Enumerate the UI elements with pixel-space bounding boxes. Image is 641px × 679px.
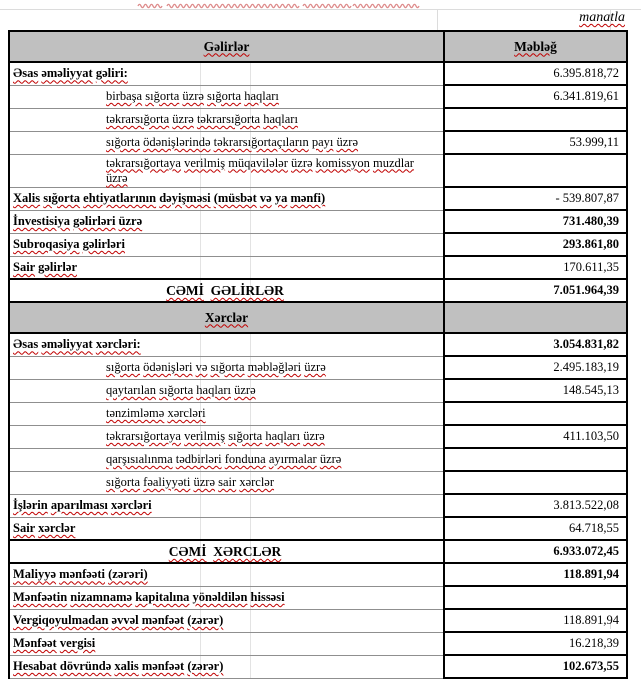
spellchecked-word: tənzimləmə <box>106 406 165 420</box>
row-value: - 539.807,87 <box>444 187 627 210</box>
row-label <box>9 425 444 448</box>
row-value <box>444 586 627 609</box>
spellchecked-word: təkrarsığortaçıların <box>213 135 309 149</box>
spellchecked-word: mənfəəti <box>59 567 105 582</box>
spellchecked-word: Əsas <box>13 66 39 81</box>
spellchecked-word: təkrarsığortaya <box>106 429 181 443</box>
spellchecked-word: verilmiş <box>184 429 226 443</box>
table-row <box>9 540 627 563</box>
spellchecked-word: birbaşa <box>106 89 143 103</box>
spellchecked-word: (zərər) <box>187 613 224 627</box>
table-row <box>9 517 627 540</box>
spellchecked-word: gəliri: <box>95 66 128 81</box>
spellchecked-word: XƏRCLƏR <box>213 544 282 559</box>
section-header-label <box>9 302 444 333</box>
table-row <box>9 62 627 85</box>
spellchecked-word: Mənfəətin <box>13 590 68 604</box>
spellchecked-word: CƏMİ <box>166 283 204 298</box>
spellchecked-word: komissyon <box>315 155 370 170</box>
table-row <box>9 402 627 425</box>
spellchecked-word: üzrə <box>336 135 359 149</box>
table-row <box>9 233 627 256</box>
spellchecked-word: Subroqasiya <box>13 237 80 251</box>
table-row <box>9 494 627 517</box>
spellchecked-word: dəyişməsi <box>159 191 211 205</box>
row-label <box>9 279 444 302</box>
spellchecked-word: fəaliyyəti <box>143 475 191 489</box>
spellchecked-word: nizamnamə <box>70 590 133 604</box>
row-value <box>444 402 627 425</box>
spellchecked-word: əməliyyat <box>41 337 93 352</box>
spellchecked-word: muzdlar <box>372 155 414 170</box>
row-value: 6.395.818,72 <box>444 62 627 85</box>
row-label <box>9 448 444 471</box>
spellchecked-word: xərclər <box>239 475 275 489</box>
currency-unit-text: manatla <box>579 10 625 25</box>
row-value <box>444 154 627 187</box>
row-value: 3.054.831,82 <box>444 333 627 356</box>
spellchecked-word: sığorta <box>106 135 141 149</box>
section-header-label <box>9 31 444 62</box>
spellchecked-word: hissəsi <box>250 590 285 604</box>
row-label <box>9 333 444 356</box>
row-value: 411.103,50 <box>444 425 627 448</box>
spellchecked-word: yönəldilən <box>192 590 248 604</box>
spellchecked-word: mənfəət <box>141 659 185 673</box>
row-label <box>9 494 444 517</box>
spellchecked-word: Əsas <box>13 337 39 352</box>
spellchecked-word: və <box>259 191 272 205</box>
table-row <box>9 379 627 402</box>
row-value: 102.673,55 <box>444 655 627 678</box>
row-label <box>9 632 444 655</box>
row-value: 731.480,39 <box>444 210 627 233</box>
spellchecked-word: CƏMİ <box>168 544 207 559</box>
row-value: 2.495.183,19 <box>444 356 627 379</box>
spellchecked-word: sığorta <box>207 89 242 103</box>
spellchecked-word: sığorta <box>210 360 245 374</box>
table-row <box>9 210 627 233</box>
spellchecked-word: üzrə <box>172 112 194 126</box>
spellchecked-word: əməliyyat <box>41 66 93 81</box>
gridline <box>437 9 438 30</box>
spellchecked-word: sığorta <box>106 360 141 374</box>
spellchecked-word: əvvəl <box>111 613 139 627</box>
table-row <box>9 425 627 448</box>
report-table-body <box>9 31 627 678</box>
spellchecked-word: ayırmalar <box>268 452 317 466</box>
row-label <box>9 517 444 540</box>
spellchecked-word: fonduna <box>224 452 266 466</box>
row-label <box>9 210 444 233</box>
row-label <box>9 609 444 632</box>
spellchecked-word: payı <box>311 135 334 149</box>
section-header-row <box>9 31 627 62</box>
spellchecked-word: gəlirləri <box>73 214 116 228</box>
spellchecked-word: Sair <box>13 520 35 535</box>
spellchecked-word: aparılması <box>50 498 108 512</box>
row-label <box>9 540 444 563</box>
row-label <box>9 108 444 131</box>
spellchecked-word: üzrə <box>234 383 256 397</box>
table-row <box>9 471 627 494</box>
spellchecked-word: üzrə <box>182 89 204 103</box>
spellchecked-word: və <box>195 360 208 374</box>
table-row <box>9 655 627 678</box>
table-row <box>9 632 627 655</box>
currency-unit-note <box>579 10 625 26</box>
spellchecked-word: ehtiyatlarının <box>83 191 157 205</box>
table-row <box>9 448 627 471</box>
spellchecked-word: ödənişləri <box>143 360 193 374</box>
spellchecked-word: qarşısıalınma <box>106 452 173 466</box>
row-value: 6.341.819,61 <box>444 85 627 108</box>
table-row <box>9 586 627 609</box>
row-value: 118.891,94 <box>444 563 627 586</box>
spellchecked-word: təkrarsığortaya <box>106 155 181 170</box>
spellchecked-word: sığorta <box>106 475 141 489</box>
spellchecked-word: (müsbət <box>213 191 257 205</box>
spellchecked-word: ödənişlərində <box>143 135 211 149</box>
spellchecked-word: vergisi <box>59 636 96 650</box>
spellchecked-word: sığorta <box>145 89 180 103</box>
spellchecked-word: məbləğləri <box>247 360 302 374</box>
spellchecked-word: Sair <box>13 259 35 274</box>
row-label <box>9 655 444 678</box>
spellchecked-word: verilmiş <box>184 155 226 170</box>
spellchecked-word: mənfəət <box>141 613 185 627</box>
table-row <box>9 279 627 302</box>
table-row <box>9 563 627 586</box>
spellchecked-word: sığorta <box>228 429 263 443</box>
spellchecked-word: xərclər <box>38 520 76 535</box>
row-value: 53.999,11 <box>444 131 627 154</box>
spellchecked-word: təkrarsığorta <box>196 112 261 126</box>
spellchecked-word: sair <box>218 475 237 489</box>
row-value: 170.611,35 <box>444 256 627 279</box>
spellchecked-word: üzrə <box>291 155 313 170</box>
gridline <box>0 9 641 10</box>
spellchecked-word: üzrə <box>319 452 342 466</box>
spellchecked-word: üzrə <box>118 214 143 228</box>
spellchecked-word: üzrə <box>303 429 325 443</box>
table-row <box>9 333 627 356</box>
spellchecked-word: təkrarsığorta <box>106 112 170 126</box>
spellchecked-word: xalis <box>114 659 139 673</box>
table-row <box>9 609 627 632</box>
row-value: 7.051.964,39 <box>444 279 627 302</box>
spellchecked-word: kapitalına <box>135 590 190 604</box>
row-value: 16.218,39 <box>444 632 627 655</box>
spellchecked-word: Vergiqoyulmadan <box>13 613 109 627</box>
spellchecked-word: dövründə <box>59 659 112 673</box>
spellchecked-word: haqları <box>244 89 279 103</box>
row-value <box>444 108 627 131</box>
row-label <box>9 85 444 108</box>
table-row <box>9 108 627 131</box>
spellchecked-word: haqları <box>263 112 298 126</box>
row-label <box>9 379 444 402</box>
spellchecked-word: Xərclər <box>204 309 249 325</box>
spellchecked-word: Məbləğ <box>514 38 557 54</box>
spellchecked-word: üzrə <box>304 360 326 374</box>
spellcheck-squiggle-marks <box>0 0 641 12</box>
spellchecked-word: gəlirlər <box>38 259 77 274</box>
row-label <box>9 62 444 85</box>
spellchecked-word: xərcləri: <box>95 337 141 352</box>
spellchecked-word: tədbirləri <box>175 452 222 466</box>
amount-column-header <box>444 302 627 333</box>
table-row <box>9 154 627 187</box>
row-label <box>9 356 444 379</box>
financial-report-table <box>8 30 628 679</box>
spellchecked-word: Mənfəət <box>13 636 57 650</box>
spellchecked-word: (zərəri) <box>108 567 148 582</box>
spellchecked-word: gəlirləri <box>82 237 125 251</box>
table-row <box>9 131 627 154</box>
row-value: 293.861,80 <box>444 233 627 256</box>
spellchecked-word: İnvestisiya <box>13 214 70 228</box>
row-label <box>9 256 444 279</box>
spellchecked-word: GƏLİRLƏR <box>210 283 284 298</box>
spellchecked-word: (zərər) <box>187 659 224 673</box>
table-row <box>9 187 627 210</box>
spellchecked-word: Xalis <box>13 191 41 205</box>
table-row <box>9 356 627 379</box>
spellchecked-word: İşlərin <box>13 498 48 512</box>
spellchecked-word: xərcləri <box>110 498 152 512</box>
row-value: 3.813.522,08 <box>444 494 627 517</box>
section-header-row <box>9 302 627 333</box>
spellchecked-word: xərcləri <box>167 406 206 420</box>
spellchecked-word: üzrə <box>106 170 128 185</box>
amount-column-header <box>444 31 627 62</box>
spellchecked-word: sığorta <box>43 191 81 205</box>
spellchecked-word: mənfi) <box>290 191 326 205</box>
table-row <box>9 256 627 279</box>
row-label <box>9 471 444 494</box>
spellchecked-word: Gəlirlər <box>203 38 250 54</box>
spellchecked-word: haqları <box>265 429 301 443</box>
row-value: 118.891,94 <box>444 609 627 632</box>
spellchecked-word: Maliyyə <box>13 567 57 582</box>
row-label <box>9 154 444 187</box>
spellchecked-word: haqları <box>196 383 231 397</box>
table-row <box>9 85 627 108</box>
row-value: 148.545,13 <box>444 379 627 402</box>
row-value: 64.718,55 <box>444 517 627 540</box>
row-label <box>9 402 444 425</box>
spellchecked-word: Hesabat <box>13 659 57 673</box>
row-label <box>9 233 444 256</box>
row-label <box>9 563 444 586</box>
spellchecked-word: üzrə <box>193 475 215 489</box>
row-value <box>444 471 627 494</box>
row-label <box>9 586 444 609</box>
spellchecked-word: qaytarılan <box>106 383 156 397</box>
row-label <box>9 131 444 154</box>
row-value: 6.933.072,45 <box>444 540 627 563</box>
row-label <box>9 187 444 210</box>
spellchecked-word: ya <box>274 191 288 205</box>
row-value <box>444 448 627 471</box>
spellchecked-word: sığorta <box>159 383 194 397</box>
spellchecked-word: müqavilələr <box>228 155 288 170</box>
